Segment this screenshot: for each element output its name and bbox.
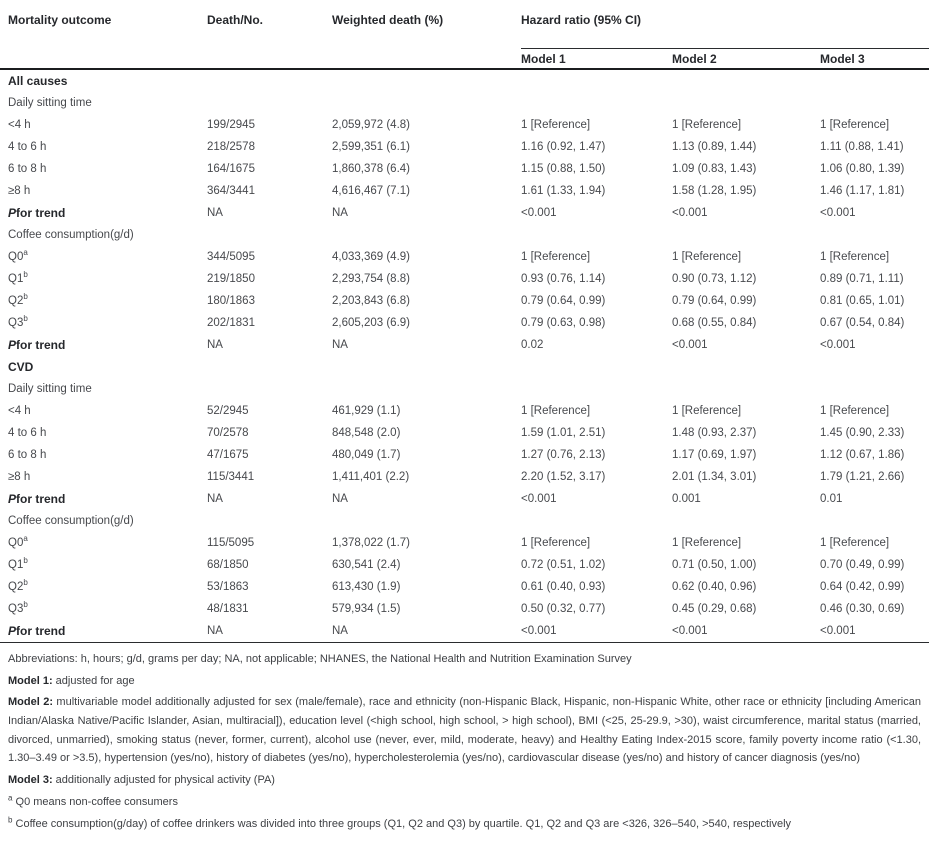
death-no-cell: 180/1863 (207, 295, 255, 307)
model2-cell: 0.90 (0.73, 1.12) (672, 273, 757, 285)
weighted-death-cell: 1,411,401 (2.2) (332, 471, 410, 483)
model1-cell: 1.61 (1.33, 1.94) (521, 185, 606, 197)
header-row-1 (0, 0, 929, 49)
death-no-cell (207, 356, 332, 378)
table-row (0, 422, 929, 444)
section-row (0, 69, 929, 92)
death-no-cell: 115/5095 (207, 537, 255, 549)
death-no-cell: 364/3441 (207, 185, 255, 197)
model2-cell (672, 69, 820, 92)
death-no-cell: NA (207, 339, 223, 351)
table-row (0, 554, 929, 576)
row-label (0, 356, 207, 378)
model2-cell (672, 378, 820, 400)
model3-cell: 1.45 (0.90, 2.33) (820, 427, 905, 439)
death-no-cell: 68/1850 (207, 559, 249, 571)
row-label-text: Q1 (8, 273, 24, 285)
model2-cell: 2.01 (1.34, 3.01) (672, 471, 757, 483)
model2-cell: <0.001 (672, 339, 708, 351)
table-row (0, 466, 929, 488)
subhead-row (0, 92, 929, 114)
model3-cell: 0.01 (820, 493, 843, 505)
row-label-text: Q1 (8, 559, 24, 571)
footnote-b (8, 815, 921, 834)
row-label-superscript: b (23, 292, 28, 302)
model2-cell (672, 356, 820, 378)
death-no-cell: 70/2578 (207, 427, 249, 439)
model3-cell: 1 [Reference] (820, 119, 890, 131)
row-label (0, 576, 207, 598)
model2-cell: <0.001 (672, 620, 820, 643)
death-no-cell: 219/1850 (207, 273, 255, 285)
row-label-text: 4 to 6 h (8, 141, 47, 153)
p-trend-row (0, 202, 929, 224)
model3-cell: 0.81 (0.65, 1.01) (820, 295, 905, 307)
row-label (0, 620, 207, 643)
model1-note-label: Model 1: (8, 674, 53, 687)
model1-cell: 1 [Reference] (521, 251, 591, 263)
death-no-cell: 202/1831 (207, 317, 255, 329)
model1-cell (521, 92, 672, 114)
model1-cell: 1.59 (1.01, 2.51) (521, 427, 606, 439)
header-spacer-1 (0, 49, 207, 70)
model3-cell: 1 [Reference] (820, 251, 890, 263)
p-trend-italic-p: P (8, 492, 17, 506)
footnote-a (8, 793, 921, 812)
model3-cell: 1.12 (0.67, 1.86) (820, 449, 905, 461)
model1-cell: <0.001 (521, 620, 672, 643)
subhead-row (0, 378, 929, 400)
model3-note-label: Model 3: (8, 774, 53, 787)
row-label (0, 224, 207, 246)
row-label-superscript: b (23, 314, 28, 324)
model3-cell: 1.11 (0.88, 1.41) (820, 141, 904, 153)
death-no-cell: 164/1675 (207, 163, 255, 175)
model1-cell (521, 378, 672, 400)
death-no-cell: 199/2945 (207, 119, 255, 131)
row-label-text: ≥8 h (8, 471, 31, 483)
death-no-cell: 53/1863 (207, 581, 249, 593)
footnotes (0, 643, 929, 833)
row-label-text: All causes (8, 74, 68, 88)
table-row (0, 246, 929, 268)
model3-cell (820, 378, 929, 400)
model1-cell: 2.20 (1.52, 3.17) (521, 471, 606, 483)
model3-cell: 0.70 (0.49, 0.99) (820, 559, 905, 571)
header-row-2 (0, 49, 929, 70)
table-body (0, 69, 929, 643)
row-label-text: <4 h (8, 405, 31, 417)
model2-note-label: Model 2: (8, 696, 53, 709)
model1-cell: 0.79 (0.64, 0.99) (521, 295, 606, 307)
model1-cell: 0.72 (0.51, 1.02) (521, 559, 606, 571)
weighted-death-cell: 2,059,972 (4.8) (332, 119, 411, 131)
weighted-death-cell (332, 378, 521, 400)
weighted-death-cell: 630,541 (2.4) (332, 559, 401, 571)
weighted-death-cell: NA (332, 620, 521, 643)
row-label (0, 180, 207, 202)
death-no-cell: 218/2578 (207, 141, 255, 153)
row-label (0, 334, 207, 356)
table-row (0, 598, 929, 620)
row-label-text: 4 to 6 h (8, 427, 47, 439)
weighted-death-cell (332, 69, 521, 92)
model3-cell (820, 356, 929, 378)
row-label (0, 114, 207, 136)
row-label (0, 422, 207, 444)
p-trend-italic-p: P (8, 338, 17, 352)
table-row (0, 312, 929, 334)
model2-cell: 0.001 (672, 493, 701, 505)
row-label (0, 444, 207, 466)
row-label-superscript: a (23, 248, 28, 258)
row-label-text: Daily sitting time (8, 97, 92, 109)
model1-cell: 1.16 (0.92, 1.47) (521, 141, 606, 153)
model1-cell: 1.15 (0.88, 1.50) (521, 163, 606, 175)
weighted-death-cell: NA (332, 207, 348, 219)
model2-header: Model 2 (672, 49, 820, 70)
weighted-death-cell: 2,293,754 (8.8) (332, 273, 411, 285)
row-label-text: 6 to 8 h (8, 449, 47, 461)
row-label-text: Q0 (8, 537, 24, 549)
row-label-superscript: b (23, 600, 28, 610)
death-no-cell: NA (207, 207, 223, 219)
model2-cell (672, 224, 820, 246)
model3-cell: 1.79 (1.21, 2.66) (820, 471, 905, 483)
row-label-text: Coffee consumption(g/d) (8, 515, 134, 527)
death-no-cell (207, 224, 332, 246)
row-label (0, 312, 207, 334)
row-label (0, 378, 207, 400)
model3-cell: <0.001 (820, 620, 929, 643)
row-label (0, 554, 207, 576)
row-label (0, 69, 207, 92)
model2-cell: <0.001 (672, 207, 708, 219)
death-no-cell (207, 69, 332, 92)
model1-cell (521, 356, 672, 378)
model2-cell: 0.62 (0.40, 0.96) (672, 581, 757, 593)
row-label (0, 466, 207, 488)
death-no-cell: NA (207, 493, 223, 505)
row-label-text: Daily sitting time (8, 383, 92, 395)
model2-note (8, 693, 921, 768)
model3-cell: <0.001 (820, 339, 856, 351)
model2-cell: 1.48 (0.93, 2.37) (672, 427, 757, 439)
model1-cell: 0.02 (521, 339, 544, 351)
row-label (0, 400, 207, 422)
model1-cell: 1 [Reference] (521, 537, 591, 549)
p-trend-italic-p: P (8, 624, 17, 638)
row-label-text: Q3 (8, 317, 24, 329)
model2-cell: 0.45 (0.29, 0.68) (672, 603, 757, 615)
model3-cell: 1 [Reference] (820, 405, 890, 417)
row-label-superscript: b (23, 578, 28, 588)
weighted-death-cell: 4,616,467 (7.1) (332, 185, 411, 197)
p-trend-label-text: for trend (16, 492, 66, 506)
model3-cell (820, 92, 929, 114)
weighted-death-cell: NA (332, 339, 348, 351)
death-no-cell: NA (207, 620, 332, 643)
row-label-superscript: a (23, 534, 28, 544)
weighted-death-cell (332, 92, 521, 114)
model3-cell: 0.89 (0.71, 1.11) (820, 273, 904, 285)
p-trend-row (0, 488, 929, 510)
row-label (0, 488, 207, 510)
death-no-cell (207, 92, 332, 114)
model2-cell: 1.17 (0.69, 1.97) (672, 449, 757, 461)
row-label (0, 510, 207, 532)
table-header (0, 0, 929, 69)
model2-cell: 1 [Reference] (672, 537, 742, 549)
model1-cell (521, 224, 672, 246)
model1-cell: 0.61 (0.40, 0.93) (521, 581, 606, 593)
model2-note-text: multivariable model additionally adjusted for sex (male/female), race and ethnicity (non-Hispanic Black, Hispanic, non-Hispanic White, other race or ethnicity [including American Indian/Alaska Native/Pacific Islander, Asian, multiracial]), education level (<high school, high school, > high school), BMI (<25, 25-29.9, >30), waist circumference, marital status (married, divorced, unmarried), smoking status (never, former, current), alcohol use (never, ever, mild, moderate, heavy) and Healthy Eating Index-2015 score, family poverty income ratio (<1.30, 1.30–3.49 or >3.5), hypertension (yes/no), history of diabetes (yes/no), hypercholesterolemia (yes/no), cardiovascular disease (yes/no) and history of cancer diagnosis (yes/no) (8, 696, 921, 765)
death-no-cell: 115/3441 (207, 471, 255, 483)
header-spacer-3 (332, 49, 521, 70)
model2-cell: 0.71 (0.50, 1.00) (672, 559, 757, 571)
table-row (0, 290, 929, 312)
row-label-text: Q2 (8, 295, 24, 307)
section-row (0, 356, 929, 378)
model3-cell (820, 69, 929, 92)
model2-cell: 1 [Reference] (672, 251, 742, 263)
table-row (0, 180, 929, 202)
weighted-death-cell: 613,430 (1.9) (332, 581, 401, 593)
p-trend-italic-p: P (8, 206, 17, 220)
row-label (0, 268, 207, 290)
model1-cell: 0.93 (0.76, 1.14) (521, 273, 606, 285)
table-row (0, 576, 929, 598)
model2-cell: 1.09 (0.83, 1.43) (672, 163, 757, 175)
subhead-row (0, 224, 929, 246)
model3-note-text: additionally adjusted for physical activity (PA) (52, 774, 275, 787)
model3-cell: <0.001 (820, 207, 856, 219)
model1-cell: 1 [Reference] (521, 119, 591, 131)
weighted-death-cell: 2,605,203 (6.9) (332, 317, 411, 329)
model3-cell (820, 224, 929, 246)
hazard-ratio-header: Hazard ratio (95% CI) (521, 0, 929, 49)
model3-cell: 1 [Reference] (820, 537, 890, 549)
row-label-text: ≥8 h (8, 185, 31, 197)
model2-cell (672, 510, 820, 532)
row-label (0, 598, 207, 620)
model3-cell: 0.46 (0.30, 0.69) (820, 603, 905, 615)
footnote-a-marker: a (8, 793, 13, 803)
death-no-cell: 47/1675 (207, 449, 249, 461)
footnote-b-text: Coffee consumption(g/day) of coffee drinkers was divided into three groups (Q1, Q2 and Q3) by quartile. Q1, Q2 and Q3 are <326, 326–540, >540, respectively (12, 817, 792, 830)
weighted-death-cell: 1,378,022 (1.7) (332, 537, 411, 549)
model2-cell: 0.79 (0.64, 0.99) (672, 295, 757, 307)
model1-cell: 0.50 (0.32, 0.77) (521, 603, 606, 615)
weighted-death-cell: 461,929 (1.1) (332, 405, 401, 417)
model1-cell (521, 510, 672, 532)
weighted-death-cell: 2,203,843 (6.8) (332, 295, 411, 307)
model1-header: Model 1 (521, 49, 672, 70)
model1-cell: <0.001 (521, 493, 557, 505)
row-label-text: 6 to 8 h (8, 163, 47, 175)
row-label (0, 136, 207, 158)
weighted-death-cell (332, 510, 521, 532)
weighted-death-cell: 4,033,369 (4.9) (332, 251, 411, 263)
model1-cell: <0.001 (521, 207, 557, 219)
table-row (0, 400, 929, 422)
row-label-text: Coffee consumption(g/d) (8, 229, 134, 241)
model1-note-text: adjusted for age (52, 674, 135, 687)
model1-cell: 0.79 (0.63, 0.98) (521, 317, 606, 329)
death-no-cell: 344/5095 (207, 251, 255, 263)
row-label (0, 158, 207, 180)
death-no-cell (207, 378, 332, 400)
table-row (0, 136, 929, 158)
row-label-text: CVD (8, 360, 34, 374)
model3-note (8, 771, 921, 790)
footnote-b-marker: b (8, 814, 13, 824)
table-row (0, 268, 929, 290)
table-row (0, 158, 929, 180)
row-label (0, 532, 207, 554)
p-trend-label-text: for trend (16, 624, 66, 638)
row-label-text: Q0 (8, 251, 24, 263)
model2-cell (672, 92, 820, 114)
model2-cell: 0.68 (0.55, 0.84) (672, 317, 757, 329)
table-row (0, 114, 929, 136)
weighted-death-cell: 2,599,351 (6.1) (332, 141, 411, 153)
row-label (0, 246, 207, 268)
model3-cell: 1.06 (0.80, 1.39) (820, 163, 905, 175)
model2-cell: 1 [Reference] (672, 119, 742, 131)
row-label-text: Q2 (8, 581, 24, 593)
model3-cell: 1.46 (1.17, 1.81) (820, 185, 905, 197)
col-header-mortality-outcome: Mortality outcome (8, 13, 112, 27)
model3-cell: 0.64 (0.42, 0.99) (820, 581, 905, 593)
model2-cell: 1.13 (0.89, 1.44) (672, 141, 757, 153)
footnote-a-text: Q0 means non-coffee consumers (12, 795, 178, 808)
header-spacer-2 (207, 49, 332, 70)
weighted-death-cell (332, 224, 521, 246)
p-trend-row (0, 620, 929, 643)
death-no-cell: 52/2945 (207, 405, 249, 417)
weighted-death-cell: 579,934 (1.5) (332, 603, 401, 615)
death-no-cell: 48/1831 (207, 603, 249, 615)
model1-cell: 1 [Reference] (521, 405, 591, 417)
row-label-superscript: b (23, 556, 28, 566)
weighted-death-cell: 1,860,378 (6.4) (332, 163, 411, 175)
row-label (0, 202, 207, 224)
table-row (0, 532, 929, 554)
col-header-death-no: Death/No. (207, 13, 264, 27)
row-label-text: Q3 (8, 603, 24, 615)
model1-cell (521, 69, 672, 92)
model3-header: Model 3 (820, 49, 929, 70)
p-trend-label-text: for trend (16, 338, 66, 352)
model1-cell: 1.27 (0.76, 2.13) (521, 449, 606, 461)
row-label-text: <4 h (8, 119, 31, 131)
weighted-death-cell: NA (332, 493, 348, 505)
model2-cell: 1.58 (1.28, 1.95) (672, 185, 757, 197)
p-trend-label-text: for trend (16, 206, 66, 220)
table-row (0, 444, 929, 466)
row-label (0, 92, 207, 114)
subhead-row (0, 510, 929, 532)
weighted-death-cell: 480,049 (1.7) (332, 449, 401, 461)
weighted-death-cell: 848,548 (2.0) (332, 427, 401, 439)
col-header-weighted-death: Weighted death (%) (332, 13, 444, 27)
p-trend-row (0, 334, 929, 356)
model3-cell: 0.67 (0.54, 0.84) (820, 317, 905, 329)
weighted-death-cell (332, 356, 521, 378)
row-label (0, 290, 207, 312)
abbreviations-note: Abbreviations: h, hours; g/d, grams per day; NA, not applicable; NHANES, the National Health and Nutrition Examination Survey (8, 653, 632, 665)
model3-cell (820, 510, 929, 532)
model2-cell: 1 [Reference] (672, 405, 742, 417)
model1-note (8, 672, 921, 691)
row-label-superscript: b (23, 270, 28, 280)
death-no-cell (207, 510, 332, 532)
